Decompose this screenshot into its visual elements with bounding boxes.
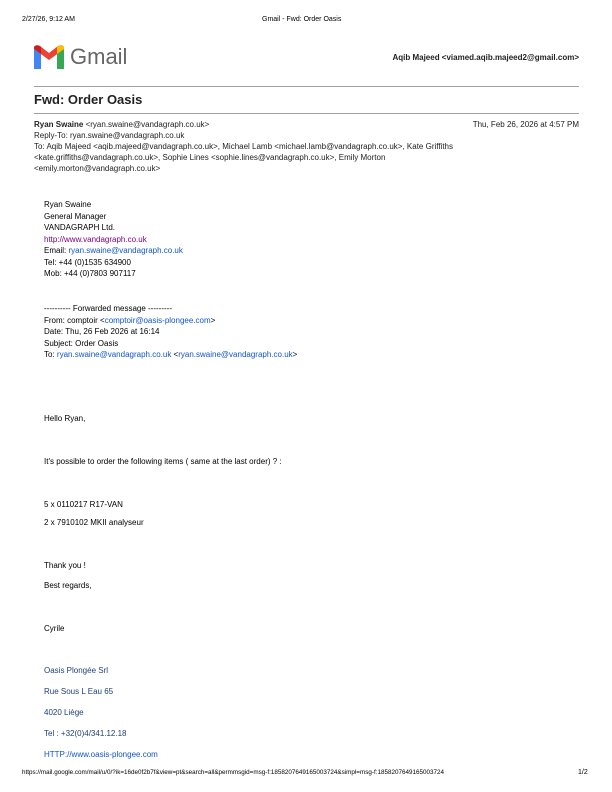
forwarded-date: Date: Thu, 26 Feb 2026 at 16:14 <box>44 327 160 336</box>
forwarded-to-email-link[interactable]: ryan.swaine@vandagraph.co.uk <box>56 350 172 359</box>
gmail-logo[interactable] <box>34 44 127 70</box>
divider <box>34 113 579 114</box>
body-regards: Best regards, <box>44 581 92 590</box>
sender-company: Oasis Plongée Srl <box>44 666 109 675</box>
body-signoff: Cyrile <box>44 624 65 633</box>
forwarded-from-end: > <box>210 315 216 325</box>
body-thanks: Thank you ! <box>44 561 86 570</box>
sender-tel: Tel : +32(0)4/341.12.18 <box>44 729 127 738</box>
gmail-m-icon <box>34 45 64 69</box>
recipients-line: <kate.griffiths@vandagraph.co.uk>, Sophie Lines <sophie.lines@vandagraph.co.uk>, Emily Morton <box>34 153 386 162</box>
sender-website-link[interactable]: HTTP://www.oasis-plongee.com <box>44 750 158 759</box>
forwarded-from-label: From: comptoir < <box>44 315 105 325</box>
forwarded-subject: Subject: Order Oasis <box>44 338 119 348</box>
forwarded-heading: ---------- Forwarded message --------- <box>44 304 172 313</box>
body-greeting: Hello Ryan, <box>44 414 86 423</box>
message-date: Thu, Feb 26, 2026 at 4:57 PM <box>472 120 579 129</box>
sender <box>34 119 209 130</box>
print-page-title: Gmail - Fwd: Order Oasis <box>262 16 342 23</box>
forwarded-to-label: To: <box>44 350 55 359</box>
divider <box>34 86 579 87</box>
signature-email-label: Email: <box>44 246 67 255</box>
recipients-line: To: Aqib Majeed <aqib.majeed@vandagraph.co.uk>, Michael Lamb <michael.lamb@vandagraph.co.uk>, Kate Griffiths <box>34 142 454 151</box>
signature-name: Ryan Swaine <box>44 200 92 209</box>
order-item: 5 x 0110217 R17-VAN <box>44 500 123 509</box>
signature-tel: Tel: +44 (0)1535 634900 <box>44 257 131 267</box>
order-item: 2 x 7910102 MKII analyseur <box>44 518 144 527</box>
forwarded-to-email-link[interactable]: ryan.swaine@vandagraph.co.uk <box>178 350 293 359</box>
recipients-line: <emily.morton@vandagraph.co.uk> <box>34 164 161 173</box>
print-datetime: 2/27/26, 9:12 AM <box>22 16 75 23</box>
email-subject: Fwd: Order Oasis <box>34 92 143 107</box>
forwarded-header: ---------- Forwarded message --------- From: comptoir <comptoir@oasis-plongee.com> Date: Thu, 26 Feb 2026 at 16:14 Subject: Order Oasis To: ryan.swaine@vandagraph.co.uk <ryan.swaine@vandagraph.co.uk> <box>44 304 298 359</box>
sender-city: 4020 Liège <box>44 708 84 717</box>
account-name: Aqib Majeed <viamed.aqib.majeed2@gmail.com> <box>392 53 579 62</box>
sender-name: Ryan Swaine <box>34 120 84 129</box>
signature-mob: Mob: +44 (0)7803 907117 <box>44 269 136 278</box>
sender-street: Rue Sous L Eau 65 <box>44 687 114 696</box>
forwarded-from-email-link[interactable]: comptoir@oasis-plongee.com <box>104 315 211 325</box>
body-request: It's possible to order the following items ( same at the last order) ? : <box>44 457 282 466</box>
sender-email: <ryan.swaine@vandagraph.co.uk> <box>85 120 210 129</box>
print-footer-url: https://mail.google.com/mail/u/0/?ik=16de0f2b7f&view=pt&search=all&permmsgid=msg-f:1858207649165003724&simpl=msg-f:1858207649165003724 <box>22 769 444 776</box>
signature-role: General Manager <box>44 211 107 221</box>
signature-email-link[interactable]: ryan.swaine@vandagraph.co.uk <box>68 246 183 255</box>
signature-company: VANDAGRAPH Ltd. <box>44 223 115 232</box>
print-page-number: 1/2 <box>578 769 588 776</box>
signature-website-link[interactable]: http://www.vandagraph.co.uk <box>44 234 147 244</box>
signature <box>44 199 183 280</box>
reply-to: Reply-To: ryan.swaine@vandagraph.co.uk <box>34 131 185 140</box>
gmail-logo-text: Gmail <box>70 44 128 69</box>
